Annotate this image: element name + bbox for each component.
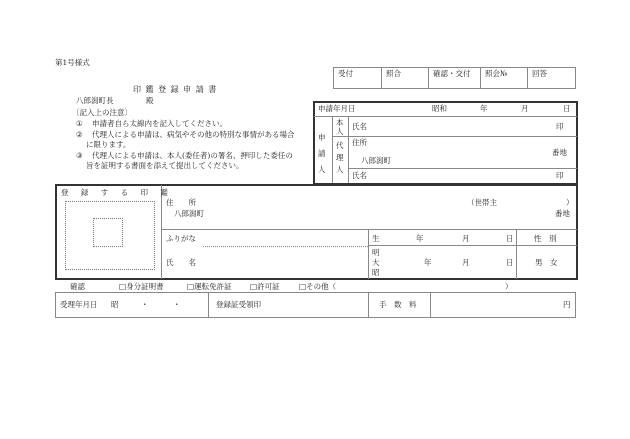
note-3-cont: 旨を証明する書面を添えて提出してください。 — [86, 161, 244, 170]
application-day: 日 — [563, 104, 571, 113]
reg-banchi: 番地 — [555, 209, 570, 218]
confirm-other[interactable]: □その他（ — [299, 282, 337, 291]
office-inquiry-no: 照会№ — [485, 69, 508, 78]
note-2: 代理人による申請は、病気やその他の特別な事情がある場合 — [92, 130, 295, 139]
office-answer: 回答 — [532, 69, 547, 78]
receipt-era: 昭 — [111, 300, 119, 309]
era-taisho[interactable]: 大 — [372, 258, 380, 267]
furigana-label: ふりがな — [166, 234, 196, 243]
furigana-line — [203, 246, 368, 247]
self-seal-mark: 印 — [556, 122, 564, 131]
application-month: 月 — [521, 104, 529, 113]
birth-year-label: 年 — [416, 234, 424, 243]
form-title: 印 鑑 登 録 申 請 書 — [133, 85, 218, 94]
confirmation-label: 確認 — [70, 282, 85, 291]
note-3: 代理人による申請は、本人(委任者)の署名、押印した委任の — [92, 151, 293, 160]
confirm-drivers-license[interactable]: □運転免許証 — [187, 282, 232, 291]
reg-address-label: 住 所 — [166, 198, 196, 207]
gender-label: 性 別 — [534, 234, 557, 243]
note-3-mark: ③ — [76, 151, 83, 160]
addressee: 八郎潟町長 — [76, 96, 114, 105]
birth-day: 日 — [506, 258, 514, 267]
receipt-date-label: 受理年月日 — [60, 300, 98, 309]
household-head-close: ） — [566, 198, 574, 207]
proxy-town: 八郎潟町 — [361, 156, 391, 165]
fee-label: 手 数 料 — [379, 300, 417, 309]
note-1-mark: ① — [76, 119, 83, 128]
office-collation: 照合 — [386, 69, 401, 78]
office-confirm-issue: 確認・交付 — [433, 69, 471, 78]
office-reception: 受付 — [338, 69, 353, 78]
application-era: 昭和 — [432, 104, 447, 113]
note-2-mark: ② — [76, 130, 83, 139]
birth-month-label: 月 — [462, 234, 470, 243]
reg-name-label: 氏 名 — [166, 258, 196, 267]
confirm-other-close: ） — [505, 282, 513, 291]
proxy-banchi: 番地 — [552, 148, 567, 157]
note-2-cont: に限ります。 — [86, 140, 131, 149]
birth-label: 生 — [372, 234, 380, 243]
gender-options[interactable]: 男 女 — [535, 258, 558, 267]
era-showa[interactable]: 昭 — [372, 268, 380, 277]
application-date-label: 申請年月日 — [318, 104, 356, 113]
cert-receipt-stamp-label: 登録証受領印 — [216, 300, 261, 309]
receipt-row — [55, 292, 576, 318]
household-head-label: （世帯主 — [467, 198, 497, 207]
birth-month: 月 — [462, 258, 470, 267]
era-meiji[interactable]: 明 — [372, 248, 380, 257]
proxy-label: 代理人 — [336, 141, 344, 174]
birth-year: 年 — [424, 258, 432, 267]
reg-town: 八郎潟町 — [174, 209, 204, 218]
receipt-dot-2: ・ — [173, 300, 181, 309]
honorific: 殿 — [146, 96, 154, 105]
self-name-label: 氏名 — [352, 122, 367, 131]
seal-size-guide — [93, 218, 123, 247]
birth-day-label: 日 — [506, 234, 514, 243]
proxy-address-label: 住所 — [352, 138, 367, 147]
proxy-name-label: 氏名 — [352, 171, 367, 180]
receipt-dot-1: ・ — [141, 300, 149, 309]
form-number: 第1号様式 — [55, 58, 90, 67]
confirm-permit[interactable]: □許可証 — [250, 282, 280, 291]
note-1: 申請者自ら太線内を記入してください。 — [92, 119, 227, 128]
application-year: 年 — [480, 104, 488, 113]
proxy-seal-mark: 印 — [556, 171, 564, 180]
seal-to-register-label: 登 録 す る 印 鑑 — [61, 188, 173, 197]
confirm-id-card[interactable]: □身分証明書 — [119, 282, 164, 291]
yen-label: 円 — [563, 300, 571, 309]
applicant-side-label: 申請人 — [318, 133, 326, 174]
self-label: 本人 — [336, 118, 344, 136]
notes-heading: 〔記入上の注意〕 — [72, 108, 132, 117]
